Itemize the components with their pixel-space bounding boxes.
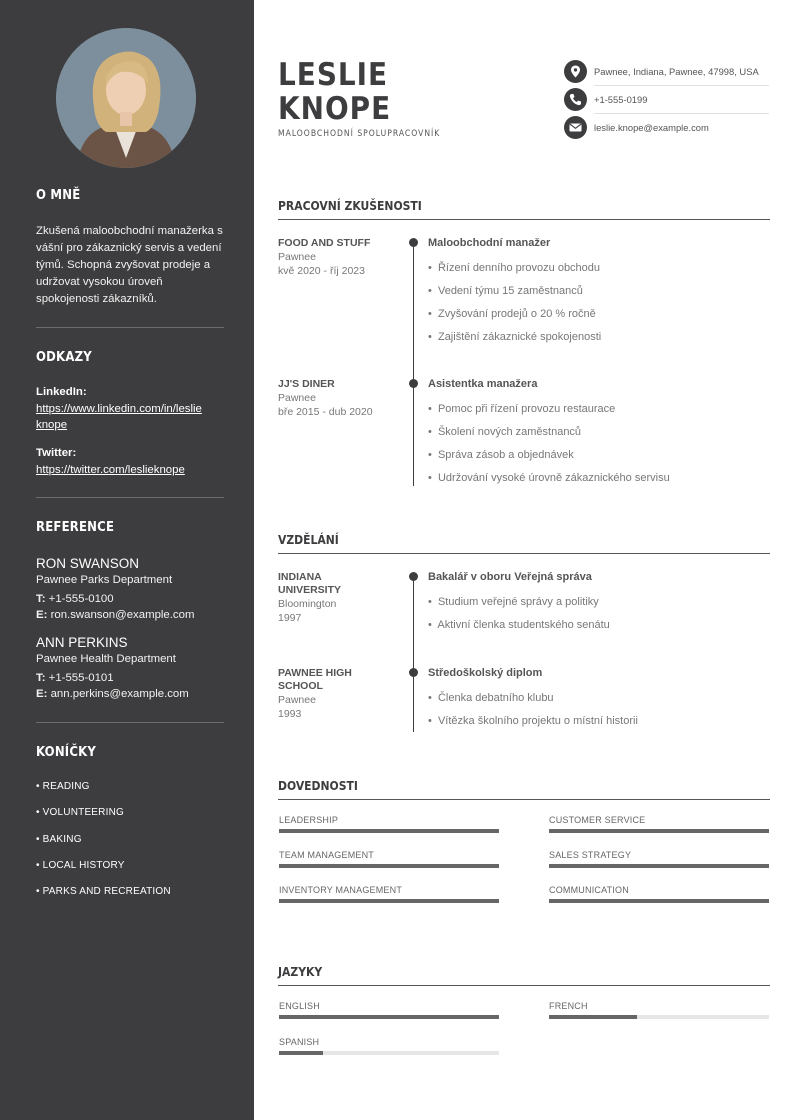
skill-bar-fill bbox=[279, 864, 499, 868]
school: SCHOOL bbox=[278, 680, 323, 692]
employment-dates: bře 2015 - dub 2020 bbox=[278, 406, 373, 418]
hobby-item: • READING bbox=[36, 781, 90, 792]
envelope-icon bbox=[564, 116, 587, 139]
phone-value: +1-555-0101 bbox=[48, 672, 114, 684]
list-item: • Aktivní členka studentského senátu bbox=[428, 619, 610, 631]
timeline-dot bbox=[409, 572, 418, 581]
bullet-text: Studium veřejné správy a politiky bbox=[437, 596, 599, 608]
list-item: • Zvyšování prodejů o 20 % ročně bbox=[428, 308, 596, 320]
bullet-text: Aktivní členka studentského senátu bbox=[437, 619, 610, 631]
reference-phone bbox=[36, 672, 114, 684]
bullet-text: Správa zásob a objednávek bbox=[437, 449, 574, 461]
list-item: • Správa zásob a objednávek bbox=[428, 449, 574, 461]
skill-bar-fill bbox=[549, 864, 769, 868]
bullet-text: Řízení denního provozu obchodu bbox=[437, 262, 601, 274]
list-item: • Vítězka školního projektu o místní historii bbox=[428, 715, 638, 727]
list-item: • Udržování vysoké úrovně zákaznického servisu bbox=[428, 472, 670, 484]
languages-heading: JAZYKY bbox=[278, 965, 323, 979]
timeline-line bbox=[413, 576, 414, 732]
employer: JJ'S DINER bbox=[278, 378, 335, 390]
section-rule bbox=[278, 985, 770, 986]
skill-name: CUSTOMER SERVICE bbox=[549, 815, 646, 825]
skill-bar-fill bbox=[549, 899, 769, 903]
timeline-dot bbox=[409, 379, 418, 388]
timeline-dot bbox=[409, 238, 418, 247]
skill-name: INVENTORY MANAGEMENT bbox=[279, 885, 403, 895]
reference-org: Pawnee Parks Department bbox=[36, 574, 173, 586]
linkedin-label: LinkedIn: bbox=[36, 386, 87, 398]
degree: Bakalář v oboru Veřejná správa bbox=[428, 571, 592, 583]
linkedin-link[interactable]: https://www.linkedin.com/in/leslie knope bbox=[36, 403, 202, 431]
job-title: MALOOBCHODNÍ SPOLUPRACOVNÍK bbox=[278, 129, 441, 139]
bullet-text: Pomoc při řízení provozu restaurace bbox=[437, 403, 616, 415]
list-item: • Řízení denního provozu obchodu bbox=[428, 262, 601, 274]
timeline-dot bbox=[409, 668, 418, 677]
language-bar-fill bbox=[279, 1051, 323, 1055]
bullet-text: Školení nových zaměstnanců bbox=[437, 426, 582, 438]
bullet-text: Vítězka školního projektu o místní historii bbox=[437, 715, 638, 727]
skill-bar-fill bbox=[279, 899, 499, 903]
reference-name: ANN PERKINS bbox=[36, 635, 128, 650]
bullet-text: Členka debatního klubu bbox=[437, 692, 554, 704]
contact-address: Pawnee, Indiana, Pawnee, 47998, USA bbox=[594, 66, 759, 77]
divider bbox=[36, 327, 224, 328]
location-pin-icon bbox=[564, 60, 587, 83]
bullet-text: Vedení týmu 15 zaměstnanců bbox=[437, 285, 583, 297]
hobbies-heading: KONÍČKY bbox=[36, 745, 97, 760]
language-bar-fill bbox=[549, 1015, 637, 1019]
language-bar-fill bbox=[279, 1015, 499, 1019]
hobby-item: • BAKING bbox=[36, 834, 82, 845]
section-rule bbox=[278, 219, 770, 220]
reference-name: RON SWANSON bbox=[36, 556, 140, 571]
reference-email bbox=[36, 609, 194, 621]
timeline-line bbox=[413, 242, 414, 486]
contact-email: leslie.knope@example.com bbox=[594, 122, 709, 133]
skill-bar-fill bbox=[279, 829, 499, 833]
divider bbox=[594, 85, 769, 86]
skill-name: LEADERSHIP bbox=[279, 815, 339, 825]
job-role: Maloobchodní manažer bbox=[428, 237, 551, 249]
language-name: SPANISH bbox=[279, 1037, 320, 1047]
profile-photo bbox=[56, 28, 196, 168]
list-item: • Studium veřejné správy a politiky bbox=[428, 596, 599, 608]
list-item: • Členka debatního klubu bbox=[428, 692, 554, 704]
reference-phone bbox=[36, 593, 114, 605]
skill-bar bbox=[279, 829, 499, 833]
skill-bar bbox=[549, 899, 769, 903]
skill-bar bbox=[279, 899, 499, 903]
school: PAWNEE HIGH bbox=[278, 667, 352, 679]
language-bar bbox=[279, 1051, 499, 1055]
skill-bar bbox=[549, 829, 769, 833]
list-item: • Zajištění zákaznické spokojenosti bbox=[428, 331, 602, 343]
section-rule bbox=[278, 553, 770, 554]
experience-heading: PRACOVNÍ ZKUŠENOSTI bbox=[278, 199, 422, 213]
phone-icon bbox=[564, 88, 587, 111]
education-heading: VZDĚLÁNÍ bbox=[278, 533, 339, 547]
graduation-year: 1997 bbox=[278, 612, 302, 624]
bullet-text: Zajištění zákaznické spokojenosti bbox=[437, 331, 602, 343]
school-place: Pawnee bbox=[278, 694, 316, 706]
employer-place: Pawnee bbox=[278, 392, 316, 404]
hobby-item: • PARKS AND RECREATION bbox=[36, 886, 171, 897]
phone-value: +1-555-0100 bbox=[48, 593, 114, 605]
employment-dates: kvě 2020 - říj 2023 bbox=[278, 265, 365, 277]
hobby-item: • VOLUNTEERING bbox=[36, 807, 124, 818]
about-heading: O MNĚ bbox=[36, 188, 81, 203]
school: INDIANA bbox=[278, 571, 322, 583]
skill-name: TEAM MANAGEMENT bbox=[279, 850, 375, 860]
contact-phone: +1-555-0199 bbox=[594, 94, 648, 105]
sidebar bbox=[0, 0, 254, 1120]
skill-bar bbox=[279, 864, 499, 868]
skill-name: SALES STRATEGY bbox=[549, 850, 632, 860]
about-text: Zkušená maloobchodní manažerka s vášní pro zákaznický servis a vedení týmů. Schopná zvyšovat prodeje a udržovat vysokou úroveň spokojenosti zákazníků. bbox=[36, 225, 223, 305]
language-name: ENGLISH bbox=[279, 1001, 320, 1011]
name-last: KNOPE bbox=[278, 91, 392, 127]
links-heading: ODKAZY bbox=[36, 350, 92, 365]
divider bbox=[36, 722, 224, 723]
twitter-link[interactable]: https://twitter.com/leslieknope bbox=[36, 464, 185, 476]
phone-label: T: bbox=[36, 672, 46, 684]
employer: FOOD AND STUFF bbox=[278, 237, 371, 249]
school: UNIVERSITY bbox=[278, 584, 342, 596]
graduation-year: 1993 bbox=[278, 708, 302, 720]
name-first: LESLIE bbox=[278, 57, 389, 93]
email-label: E: bbox=[36, 609, 48, 621]
list-item: • Vedení týmu 15 zaměstnanců bbox=[428, 285, 583, 297]
employer-place: Pawnee bbox=[278, 251, 316, 263]
skill-bar bbox=[549, 864, 769, 868]
reference-org: Pawnee Health Department bbox=[36, 653, 176, 665]
twitter-label: Twitter: bbox=[36, 447, 77, 459]
language-bar bbox=[549, 1015, 769, 1019]
school-place: Bloomington bbox=[278, 598, 337, 610]
divider bbox=[594, 113, 769, 114]
language-name: FRENCH bbox=[549, 1001, 588, 1011]
bullet-text: Udržování vysoké úrovně zákaznického servisu bbox=[437, 472, 670, 484]
email-value: ron.swanson@example.com bbox=[50, 609, 195, 621]
hobby-item: • LOCAL HISTORY bbox=[36, 860, 125, 871]
list-item: • Školení nových zaměstnanců bbox=[428, 426, 582, 438]
job-role: Asistentka manažera bbox=[428, 378, 538, 390]
skills-heading: DOVEDNOSTI bbox=[278, 779, 358, 793]
list-item: • Pomoc při řízení provozu restaurace bbox=[428, 403, 616, 415]
reference-heading: REFERENCE bbox=[36, 520, 115, 535]
section-rule bbox=[278, 799, 770, 800]
phone-label: T: bbox=[36, 593, 46, 605]
bullet-text: Zvyšování prodejů o 20 % ročně bbox=[437, 308, 596, 320]
email-value: ann.perkins@example.com bbox=[50, 688, 189, 700]
reference-email bbox=[36, 688, 189, 700]
degree: Středoškolský diplom bbox=[428, 667, 543, 679]
skill-bar-fill bbox=[549, 829, 769, 833]
language-bar bbox=[279, 1015, 499, 1019]
skill-name: COMMUNICATION bbox=[549, 885, 629, 895]
email-label: E: bbox=[36, 688, 48, 700]
divider bbox=[36, 497, 224, 498]
